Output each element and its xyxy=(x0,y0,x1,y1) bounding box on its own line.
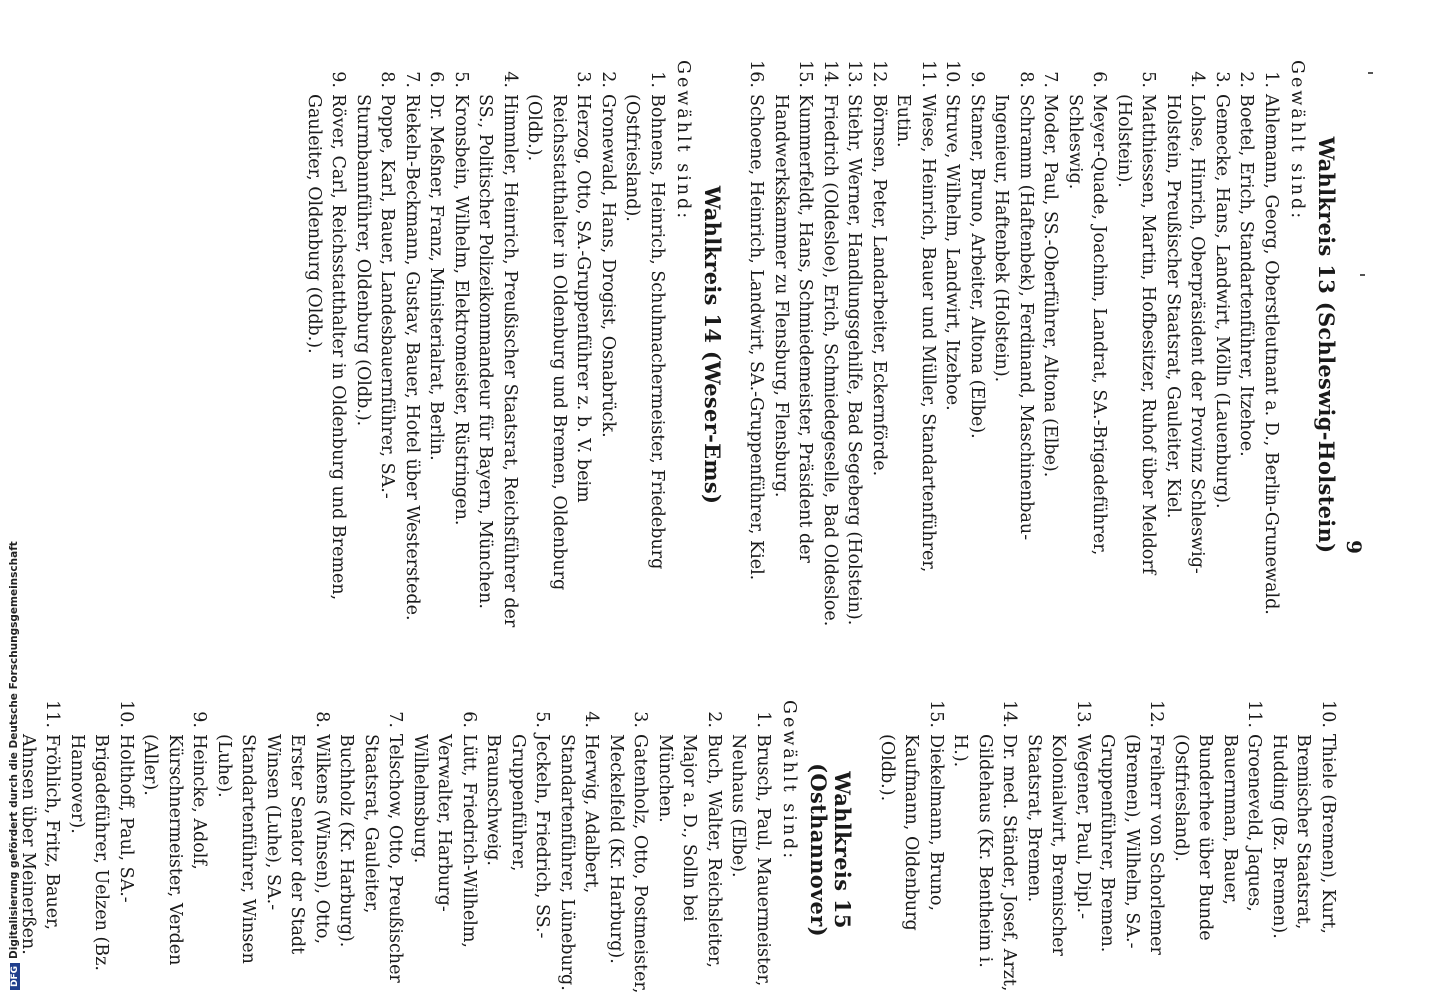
item-text: Röver, Carl, Reichsstatthalter in Oldenburg und Bremen, Gauleiter, Oldenburg (Oldb.). xyxy=(304,94,349,601)
list-item xyxy=(1234,60,1259,630)
item-number: 12. xyxy=(869,60,889,88)
scan-mark xyxy=(1360,274,1365,276)
item-number: 11. xyxy=(1244,700,1265,728)
item-number: 15. xyxy=(795,60,816,88)
wahlkreis-section xyxy=(16,700,855,1000)
item-text: Stiehr, Werner, Handlungsgehilfe, Bad Segeberg (Holstein). xyxy=(844,94,865,626)
list-item xyxy=(408,700,482,1000)
item-text: Wegener, Paul, Dipl.-Kolonialwirt, Bremischer Staatsrat, Bremen. xyxy=(1024,734,1093,956)
list-item xyxy=(818,60,843,630)
item-text: Wilkens (Winsen), Otto, Erster Senator der Stadt Winsen (Luhe), SA.-Standartenführer, Winsen (Luhe). xyxy=(214,734,332,964)
list-item xyxy=(604,700,653,1000)
wahlkreis-section xyxy=(744,60,1338,630)
list-item xyxy=(449,60,474,630)
item-number: 8. xyxy=(1016,71,1036,88)
list-item xyxy=(867,60,892,630)
section-title: Wahlkreis 13 (Schleswig-Holstein) xyxy=(1314,136,1339,554)
item-number: 1. xyxy=(1261,71,1281,88)
item-number: 1. xyxy=(647,71,667,88)
rotated-page xyxy=(18,60,1366,994)
item-text: Poppe, Karl, Bauer, Landesbauernführer, SA.-Sturmbannführer, Oldenburg (Oldb.). xyxy=(353,94,398,499)
item-number: 8. xyxy=(312,711,332,728)
list-item xyxy=(891,60,940,630)
item-text: Meyer-Quade, Joachim, Landrat, SA.-Brigadeführer, Schleswig. xyxy=(1065,94,1110,556)
list-item xyxy=(481,700,555,1000)
list-item xyxy=(1210,60,1235,630)
item-number: 7. xyxy=(402,71,422,88)
item-text: Gemecke, Hans, Landwirt, Mölln (Lauenburg). xyxy=(1212,94,1232,509)
section-gap xyxy=(857,700,875,1000)
item-number: 2. xyxy=(598,71,618,88)
item-number: 7. xyxy=(385,711,406,728)
item-number: 12. xyxy=(1146,700,1167,728)
left-column xyxy=(302,60,1341,630)
list-item xyxy=(1095,700,1169,1000)
item-text: Himmler, Heinrich, Preußischer Staatsrat, Reichsführer der SS., Politischer Polizeikommandeur für Bayern, München. xyxy=(475,94,520,628)
list-item xyxy=(948,700,1022,1000)
list-item xyxy=(1169,700,1267,1000)
item-text: Heincke, Adolf, Kürschnermeister, Verden (Aller). xyxy=(140,734,210,966)
list-item xyxy=(522,60,596,630)
item-text: Freiherr von Schorlemer (Bremen), Wilhelm, SA.-Gruppenführer, Bremen. xyxy=(1097,734,1167,955)
wahlkreis-section xyxy=(875,700,1341,1000)
list-item xyxy=(212,700,335,1000)
list-item xyxy=(596,60,621,630)
section-gap xyxy=(726,60,744,630)
list-item xyxy=(965,60,990,630)
item-number: 9. xyxy=(189,711,210,728)
right-column xyxy=(0,700,1340,1000)
item-text: Gatenholz, Otto, Postmeister, Meckelfeld (Kr. Harburg). xyxy=(606,734,651,994)
item-text: Stamer, Bruno, Arbeiter, Altona (Elbe). xyxy=(967,94,987,439)
item-number: 6. xyxy=(459,711,479,728)
list-item xyxy=(875,700,949,1000)
list-item xyxy=(1112,60,1161,630)
item-number: 10. xyxy=(116,700,136,728)
item-number: 13. xyxy=(844,60,865,88)
list-item xyxy=(302,60,351,630)
list-item xyxy=(1161,60,1210,630)
item-number: 7. xyxy=(1040,71,1061,88)
list-item xyxy=(989,60,1038,630)
item-text: Dr. Meßner, Franz, Ministerialrat, Berlin. xyxy=(426,94,447,461)
item-number: 5. xyxy=(451,71,471,88)
member-list xyxy=(302,60,670,630)
list-item xyxy=(842,60,867,630)
list-item xyxy=(473,60,522,630)
list-item xyxy=(744,60,769,630)
item-text: Schramm (Haftenbek), Ferdinand, Maschinenbau-Ingenieur, Haftenbek (Holstein). xyxy=(991,94,1036,541)
item-number: 11. xyxy=(918,60,938,88)
item-number: 3. xyxy=(630,711,651,728)
item-number: 2. xyxy=(704,711,724,728)
list-item xyxy=(138,700,212,1000)
list-item xyxy=(65,700,139,1000)
item-number: 9. xyxy=(328,71,349,88)
item-text: Herzog, Otto, SA.-Gruppenführer z. b. V. beim Reichsstatthalter in Oldenburg und Bremen, Oldenburg (Oldb.). xyxy=(524,94,594,591)
item-text: Wiese, Heinrich, Bauer und Müller, Standartenführer, Eutin. xyxy=(893,94,938,573)
footer-text: Digitalisierung gefördert durch die Deutsche Forschungsgemeinschaft xyxy=(8,541,20,959)
item-number: 10. xyxy=(942,60,963,88)
list-item xyxy=(1038,60,1063,630)
item-text: Ahlemann, Georg, Oberstleutnant a. D., Berlin-Grunewald. xyxy=(1261,94,1281,615)
item-number: 16. xyxy=(746,60,767,88)
list-item xyxy=(351,60,400,630)
item-text: Telschow, Otto, Preußischer Staatsrat, Gauleiter, Buchholz (Kr. Harburg). xyxy=(336,734,406,983)
dfg-logo: DFG xyxy=(10,963,20,990)
list-item xyxy=(334,700,408,1000)
item-text: Buch, Walter, Reichsleiter, Major a. D., Solln bei München. xyxy=(655,734,724,968)
item-number: 8. xyxy=(377,71,398,88)
item-number: 10. xyxy=(1318,700,1338,728)
wahlkreis-section xyxy=(302,60,725,630)
list-item xyxy=(1259,60,1284,630)
item-number: 13. xyxy=(1073,700,1093,728)
item-text: Börnsen, Peter, Landarbeiter, Eckernförde. xyxy=(869,94,889,477)
item-text: Thiele (Bremen), Kurt, Bremischer Staatsrat, Hudding (Bz. Bremen). xyxy=(1269,734,1338,939)
item-text: Kummerfeldt, Hans, Schmiedemeister, Präsident der Handwerkskammer zu Flensburg, Flensburg. xyxy=(771,94,816,563)
section-title: Wahlkreis 15 (Osthannover) xyxy=(806,763,856,937)
item-text: Dr. med. Ständer, Josef, Arzt, Gildehaus (Kr. Bentheim i. H.). xyxy=(950,734,1020,992)
item-number: 15. xyxy=(926,700,946,728)
item-text: Matthiessen, Martin, Hofbesitzer, Ruhof über Meldorf (Holstein). xyxy=(1114,94,1159,575)
list-item xyxy=(620,60,669,630)
list-item xyxy=(1063,60,1112,630)
list-item xyxy=(16,700,65,1000)
list-item xyxy=(400,60,425,630)
list-item xyxy=(1267,700,1341,1000)
item-text: Jeckeln, Friedrich, SS.-Gruppenführer, Braunschweig. xyxy=(483,734,553,939)
list-item xyxy=(424,60,449,630)
page-number: 9 xyxy=(1342,540,1366,554)
member-list xyxy=(16,700,776,1000)
item-number: 11. xyxy=(42,700,63,728)
list-item xyxy=(1022,700,1096,1000)
item-number: 6. xyxy=(426,71,447,88)
item-text: Herwig, Adalbert, Standartenführer, Lüneburg. xyxy=(557,734,602,991)
item-number: 9. xyxy=(967,71,987,88)
item-number: 4. xyxy=(581,711,602,728)
item-text: Lohse, Hinrich, Oberpräsident der Provinz Schleswig-Holstein, Preußischer Staatsrat, Gauleiter, Kiel. xyxy=(1163,94,1208,574)
item-text: Moder, Paul, SS.-Oberführer, Altona (Elbe). xyxy=(1040,94,1061,478)
item-text: Groeneveld, Jaques, Bauernman, Bauer, Bunderhee über Bunde (Ostfriesland). xyxy=(1171,734,1265,941)
list-item xyxy=(769,60,818,630)
list-item xyxy=(653,700,727,1000)
item-text: Lütt, Friedrich-Wilhelm, Verwalter, Harburg-Wilhelmsburg. xyxy=(410,734,479,948)
item-text: Brusch, Paul, Mauermeister, Neuhaus (Elbe). xyxy=(728,734,773,987)
item-text: Struve, Wilhelm, Landwirt, Itzehoe. xyxy=(942,94,963,411)
item-text: Boetel, Erich, Standartenführer, Itzehoe. xyxy=(1236,94,1257,457)
section-title: Wahlkreis 14 (Weser-Ems) xyxy=(700,185,725,505)
footer xyxy=(8,0,20,990)
item-text: Riekeln-Beckmann, Gustav, Bauer, Hotel über Westerstede. xyxy=(402,94,422,621)
member-list xyxy=(875,700,1341,1000)
item-text: Friedrich (Oldesloe), Erich, Schmiedegeselle, Bad Oldesloe. xyxy=(820,94,840,627)
section-subtitle: Gewählt sind: xyxy=(673,60,694,222)
item-number: 2. xyxy=(1236,71,1257,88)
item-text: Diekelmann, Bruno, Kaufmann, Oldenburg (Oldb.). xyxy=(877,734,946,931)
item-text: Fröhlich, Fritz, Bauer, Ahnsen über Meinerßen. xyxy=(18,734,63,955)
list-item xyxy=(940,60,965,630)
section-subtitle: Gewählt sind: xyxy=(779,700,800,862)
member-list xyxy=(744,60,1283,630)
item-number: 3. xyxy=(573,71,594,88)
item-text: Bohnens, Heinrich, Schuhmachermeister, Friedeburg (Ostfriesland). xyxy=(622,94,667,570)
item-text: Gronewald, Hans, Drogist, Osnabrück. xyxy=(598,94,618,438)
scan-mark xyxy=(1368,72,1373,74)
item-number: 1. xyxy=(753,711,773,728)
item-text: Holthoff, Paul, SA.-Brigadeführer, Uelzen (Bz. Hannover). xyxy=(67,734,136,971)
item-number: 4. xyxy=(500,71,520,88)
item-number: 6. xyxy=(1089,71,1110,88)
item-text: Kronsbein, Wilhelm, Elektromeister, Rüstringen. xyxy=(451,94,471,526)
item-number: 14. xyxy=(820,60,840,88)
item-number: 5. xyxy=(1138,71,1159,88)
section-subtitle: Gewählt sind: xyxy=(1287,60,1308,222)
item-number: 14. xyxy=(999,700,1020,728)
item-number: 3. xyxy=(1212,71,1232,88)
item-number: 4. xyxy=(1187,71,1208,88)
list-item xyxy=(555,700,604,1000)
item-number: 5. xyxy=(532,711,553,728)
list-item xyxy=(726,700,775,1000)
item-text: Schoene, Heinrich, Landwirt, SA.-Gruppenführer, Kiel. xyxy=(746,94,767,581)
